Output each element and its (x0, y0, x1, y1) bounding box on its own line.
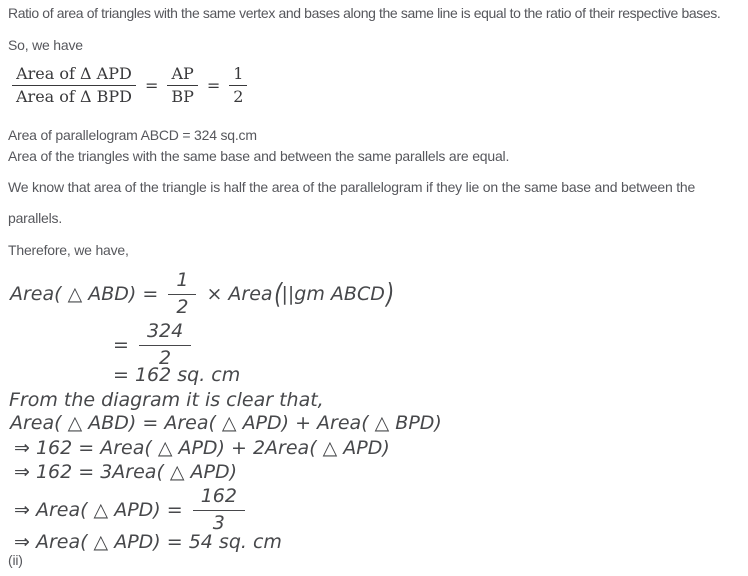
ratio-lhs-fraction (12, 64, 136, 107)
fraction-numerator: 162 (193, 485, 245, 511)
abd-sum-equation: Area( △ ABD) = Area( △ APD) + Area( △ BPD) (10, 412, 442, 434)
ratio-rhs-denominator: 2 (233, 87, 244, 106)
324-over-2-fraction (139, 320, 191, 371)
equals-sign: = (113, 333, 135, 356)
fraction-numerator: 1 (168, 269, 196, 295)
apd-result-step: ⇒ Area( △ APD) = 54 sq. cm (14, 531, 282, 553)
from-diagram-text: From the diagram it is clear that, (9, 389, 324, 411)
parallelogram-abcd-text: ||gm ABCD (281, 282, 385, 305)
ratio-equation (12, 64, 247, 107)
times-area-text: × Area (200, 282, 273, 305)
ratio-rhs-fraction (229, 64, 247, 107)
step-162-sum-equation: ⇒ 162 = Area( △ APD) + 2Area( △ APD) (14, 437, 390, 459)
step-162-equals-3apd: ⇒ 162 = 3Area( △ APD) (14, 461, 238, 483)
equation-lhs: ⇒ Area( △ APD) = (14, 498, 189, 521)
triangles-equal-text: Area of the triangles with the same base and between the same parallels are equal. (8, 148, 510, 164)
fraction-denominator: 3 (212, 511, 225, 534)
parallelogram-area-text: Area of parallelogram ABCD = 324 sq.cm (8, 127, 257, 143)
fraction-numerator: 324 (139, 320, 191, 346)
half-area-rule-text-wrap: parallels. (8, 210, 63, 226)
left-parenthesis: ( (273, 276, 281, 310)
intro-statement: Ratio of area of triangles with the same vertex and bases along the same line is equal to the ratio of their respective bases. (8, 5, 721, 21)
ratio-mid-denominator: BP (171, 87, 194, 106)
ratio-lhs-denominator: Area of Δ BPD (16, 87, 132, 106)
162-over-3-fraction (193, 485, 245, 536)
one-half-fraction (168, 269, 196, 320)
part-label: (ii) (8, 552, 23, 568)
therefore-text: Therefore, we have, (8, 242, 129, 258)
step-162-result: = 162 sq. cm (113, 364, 241, 386)
abd-half-parallelogram-equation (10, 269, 394, 320)
ratio-rhs-numerator: 1 (229, 64, 247, 86)
so-we-have-text: So, we have (8, 37, 83, 53)
fraction-denominator: 2 (159, 346, 172, 369)
fraction-denominator: 2 (176, 295, 189, 318)
step-324-over-2 (113, 320, 195, 371)
equation-lhs: Area( △ ABD) = (10, 282, 165, 305)
ratio-lhs-numerator: Area of Δ APD (12, 64, 136, 86)
equals-sign: = (206, 76, 221, 95)
right-parenthesis: ) (385, 276, 393, 310)
ratio-mid-numerator: AP (167, 64, 197, 86)
equals-sign: = (144, 76, 159, 95)
ratio-mid-fraction (167, 64, 198, 107)
half-area-rule-text: We know that area of the triangle is half the area of the parallelogram if they lie on the same base and between the (8, 179, 696, 195)
apd-fraction-step (14, 485, 249, 536)
